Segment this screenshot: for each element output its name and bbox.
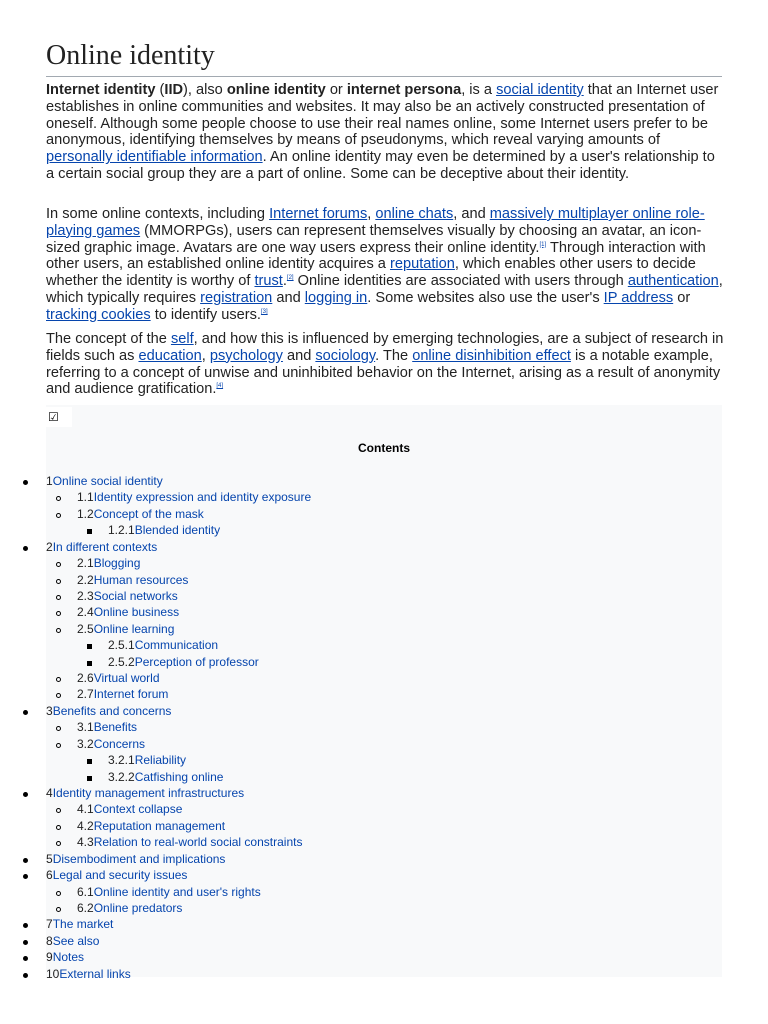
circle-bullet-icon [56, 595, 61, 600]
toc-item-label[interactable]: Notes [52, 950, 85, 964]
citation-1[interactable]: [1] [539, 241, 547, 248]
toc-item-number: 6 [46, 868, 53, 882]
toc-item[interactable] [46, 933, 99, 949]
circle-bullet-icon [56, 907, 61, 912]
toc-item-number: 2 [46, 540, 53, 554]
citation-3[interactable]: [3] [260, 308, 268, 315]
circle-bullet-icon [56, 726, 61, 731]
toc-item-number: 2.5.1 [108, 638, 135, 652]
toc-item-label[interactable]: Communication [134, 638, 219, 652]
text: . The [375, 347, 413, 364]
circle-bullet-icon [56, 513, 61, 518]
toc-item-number: 3.1 [77, 720, 94, 734]
link-online-chats[interactable]: online chats [375, 206, 454, 222]
circle-bullet-icon [56, 611, 61, 616]
link-authentication[interactable]: authentication [627, 273, 719, 290]
square-bullet-icon [87, 661, 92, 666]
bold-term-iid: Internet identity [46, 82, 156, 98]
toc-item[interactable] [77, 489, 311, 505]
toc-item-label[interactable]: See also [52, 934, 100, 948]
link-tracking-cookies[interactable]: tracking cookies [46, 306, 151, 323]
toc-item-label[interactable]: Disembodiment and implications [52, 852, 226, 866]
toc-item[interactable] [108, 654, 259, 670]
toc-item-label[interactable]: The market [52, 917, 114, 931]
bold-abbr-iid: IID [164, 82, 184, 98]
citation-4[interactable]: [4] [216, 383, 224, 390]
circle-bullet-icon [56, 628, 61, 633]
toc-item[interactable] [77, 900, 182, 916]
toc-item[interactable] [46, 916, 113, 932]
toc-item-number: 2.1 [77, 556, 94, 570]
text: and [272, 289, 305, 306]
toc-item[interactable] [77, 588, 178, 604]
toc-item-label[interactable]: Human resources [93, 573, 189, 587]
circle-bullet-icon [56, 743, 61, 748]
toc-item-label[interactable]: Benefits and concerns [52, 704, 172, 718]
toc-item-label[interactable]: External links [59, 967, 131, 981]
toc-item-label[interactable]: Internet forum [93, 687, 169, 701]
toc-item-number: 2.6 [77, 671, 94, 685]
text: . [282, 273, 287, 290]
bold-term-internet-persona: internet persona [346, 82, 462, 98]
toc-item-label[interactable]: In different contexts [52, 540, 158, 554]
bullet-icon [23, 480, 28, 485]
toc-item[interactable] [77, 572, 188, 588]
toc-item-label[interactable]: Social networks [93, 589, 178, 603]
toc-item[interactable] [108, 752, 186, 768]
toc-item-label[interactable]: Legal and security issues [52, 868, 188, 882]
toc-item-number: 1.2.1 [108, 523, 135, 537]
toc-item-label[interactable]: Blogging [93, 556, 141, 570]
toc-item[interactable] [108, 637, 218, 653]
text: . An online identity may even be determined by a user's relationship to a certain social group they are a part of online. Some can be deceptive about their identity. [46, 149, 715, 182]
toc-item[interactable] [77, 834, 302, 850]
toc-item[interactable] [46, 851, 225, 867]
text: ), also [183, 82, 227, 98]
toc-item[interactable] [77, 506, 204, 522]
toc-item[interactable] [46, 966, 131, 982]
toc-item-number: 2.2 [77, 573, 94, 587]
intro-paragraph-3 [46, 331, 726, 398]
toc-item-number: 9 [46, 950, 53, 964]
toc-item[interactable] [46, 539, 157, 555]
text: that an Internet user establishes in online communities and websites. It may also be an actively constructed presentation of oneself. Although some people choose to use their real names online, some Internet users prefer to be anonymous, identifying themselves by means of pseudonyms, which reveal varying amounts of [46, 82, 719, 149]
link-psychology[interactable]: psychology [209, 347, 283, 364]
toc-item[interactable] [77, 818, 225, 834]
toc-item[interactable] [46, 703, 171, 719]
circle-bullet-icon [56, 496, 61, 501]
link-education[interactable]: education [138, 347, 202, 364]
toc-item[interactable] [77, 604, 179, 620]
toc-item-number: 10 [46, 967, 60, 981]
circle-bullet-icon [56, 891, 61, 896]
text: , which typically requires [46, 273, 723, 306]
link-logging-in[interactable]: logging in [304, 289, 368, 306]
link-self[interactable]: self [170, 331, 194, 347]
toc-item[interactable] [77, 670, 160, 686]
text: , which enables other users to decide whether the identity is worthy of [46, 256, 696, 290]
link-trust[interactable]: trust [254, 273, 283, 290]
toc-item-number: 3.2.1 [108, 753, 135, 767]
toc-item[interactable] [46, 785, 244, 801]
toc-item-number: 4.1 [77, 802, 94, 816]
circle-bullet-icon [56, 693, 61, 698]
text: , is a [461, 82, 497, 98]
circle-bullet-icon [56, 579, 61, 584]
text: . Some websites also use the user's [367, 289, 604, 306]
toc-item[interactable] [77, 719, 137, 735]
toc-item-number: 1.1 [77, 490, 94, 504]
bullet-icon [23, 792, 28, 797]
bullet-icon [23, 710, 28, 715]
bullet-icon [23, 923, 28, 928]
text: or [325, 82, 347, 98]
toc-item[interactable] [108, 522, 220, 538]
text: The concept of the [46, 331, 171, 347]
toc-item-number: 3 [46, 704, 53, 718]
toc-item[interactable] [77, 686, 168, 702]
text: , and how this is influenced by emerging technologies, are a subject of research in fields such as [46, 331, 724, 364]
toc-item-label[interactable]: Reputation management [93, 819, 226, 833]
toc-item-number: 2.5.2 [108, 655, 135, 669]
toc-item-label[interactable]: Reliability [134, 753, 187, 767]
link-online-disinhibition-effect[interactable]: online disinhibition effect [412, 347, 571, 364]
circle-bullet-icon [56, 562, 61, 567]
bullet-icon [23, 874, 28, 879]
toc-item[interactable] [77, 621, 174, 637]
square-bullet-icon [87, 644, 92, 649]
toc-item-label[interactable]: Blended identity [134, 523, 221, 537]
text: and [282, 347, 316, 364]
toc-item-number: 2.7 [77, 687, 94, 701]
text: , [367, 206, 376, 222]
toc-item[interactable] [46, 949, 84, 965]
toc-item-label[interactable]: Online learning [93, 622, 175, 636]
circle-bullet-icon [56, 808, 61, 813]
toc-item-number: 8 [46, 934, 53, 948]
square-bullet-icon [87, 759, 92, 764]
toc-item-number: 1 [46, 474, 53, 488]
square-bullet-icon [87, 776, 92, 781]
bullet-icon [23, 956, 28, 961]
toc-item-number: 2.4 [77, 605, 94, 619]
toc-item-label[interactable]: Context collapse [93, 802, 183, 816]
citation-2[interactable]: [2] [286, 275, 294, 282]
bullet-icon [23, 973, 28, 978]
toc-item-label[interactable]: Online predators [93, 901, 183, 915]
toc-item[interactable] [77, 736, 145, 752]
link-sociology[interactable]: sociology [315, 347, 376, 364]
toc-item-number: 4 [46, 786, 53, 800]
circle-bullet-icon [56, 677, 61, 682]
link-internet-forums[interactable]: Internet forums [269, 206, 368, 222]
bold-term-online-identity: online identity [226, 82, 326, 98]
link-registration[interactable]: registration [200, 289, 273, 306]
text: to identify users. [150, 306, 261, 323]
toc-item-label[interactable]: Benefits [93, 720, 138, 734]
toc-item-number: 7 [46, 917, 53, 931]
toc-item-number: 3.2.2 [108, 770, 135, 784]
toc-item[interactable] [46, 473, 163, 489]
toc-item-number: 4.2 [77, 819, 94, 833]
page-title: Online identity [46, 38, 722, 77]
bullet-icon [23, 546, 28, 551]
text: ( [155, 82, 165, 98]
toc-item-label[interactable]: Virtual world [93, 671, 160, 685]
toc-item-label[interactable]: Relation to real-world social constraints [93, 835, 303, 849]
link-personally-identifiable-information[interactable]: personally identifiable information [46, 149, 263, 166]
toc-item[interactable] [77, 884, 261, 900]
toc-item[interactable] [108, 769, 223, 785]
bullet-icon [23, 940, 28, 945]
toc-item-label[interactable]: Catfishing online [134, 770, 224, 784]
link-mmorpg[interactable]: massively multiplayer online role-playing games [46, 206, 705, 239]
link-reputation[interactable]: reputation [389, 256, 455, 273]
toc-item-number: 3.2 [77, 737, 94, 751]
circle-bullet-icon [56, 825, 61, 830]
text: , and [453, 206, 490, 222]
toc-item-number: 4.3 [77, 835, 94, 849]
toc-item-number: 1.2 [77, 507, 94, 521]
toc-item-label[interactable]: Online business [93, 605, 180, 619]
text: Through interaction with other users, an established online identity acquires a [46, 239, 706, 273]
bullet-icon [23, 858, 28, 863]
toc-item-number: 5 [46, 852, 53, 866]
toc-item-label[interactable]: Perception of professor [134, 655, 259, 669]
toc-toggle-checkbox[interactable]: ☑ [46, 407, 72, 427]
toc-item-number: 6.2 [77, 901, 94, 915]
link-social-identity[interactable]: social identity [496, 82, 584, 98]
text: (MMORPGs), users can represent themselves visually by choosing an avatar, an icon-sized graphic image. Avatars are one way users express their online identity. [46, 222, 702, 256]
toc-item-number: 2.5 [77, 622, 94, 636]
toc-item-label[interactable]: Online social identity [52, 474, 163, 488]
text: In some online contexts, including [46, 206, 270, 222]
intro-paragraph-2 [46, 206, 726, 324]
toc-item[interactable] [77, 801, 182, 817]
toc-item-label[interactable]: Online identity and user's rights [93, 885, 261, 899]
link-ip-address[interactable]: IP address [603, 289, 674, 306]
toc-item-label[interactable]: Concept of the mask [93, 507, 204, 521]
text: , [201, 347, 210, 364]
toc-item-label[interactable]: Identity management infrastructures [52, 786, 245, 800]
circle-bullet-icon [56, 841, 61, 846]
toc-item-label[interactable]: Concerns [93, 737, 146, 751]
intro-paragraph-1 [46, 82, 726, 183]
toc-item[interactable] [46, 867, 187, 883]
text: or [673, 289, 691, 306]
toc-item-label[interactable]: Identity expression and identity exposure [93, 490, 312, 504]
toc-item-number: 6.1 [77, 885, 94, 899]
square-bullet-icon [87, 529, 92, 534]
toc-item[interactable] [77, 555, 140, 571]
text: Online identities are associated with users through [293, 273, 628, 290]
toc-item-number: 2.3 [77, 589, 94, 603]
toc-title: Contents [358, 441, 410, 455]
text: is a notable example, referring to a concept of unwise and uninhibited behavior on the Internet, arising as a result of anonymity and audience gratification. [46, 347, 721, 398]
